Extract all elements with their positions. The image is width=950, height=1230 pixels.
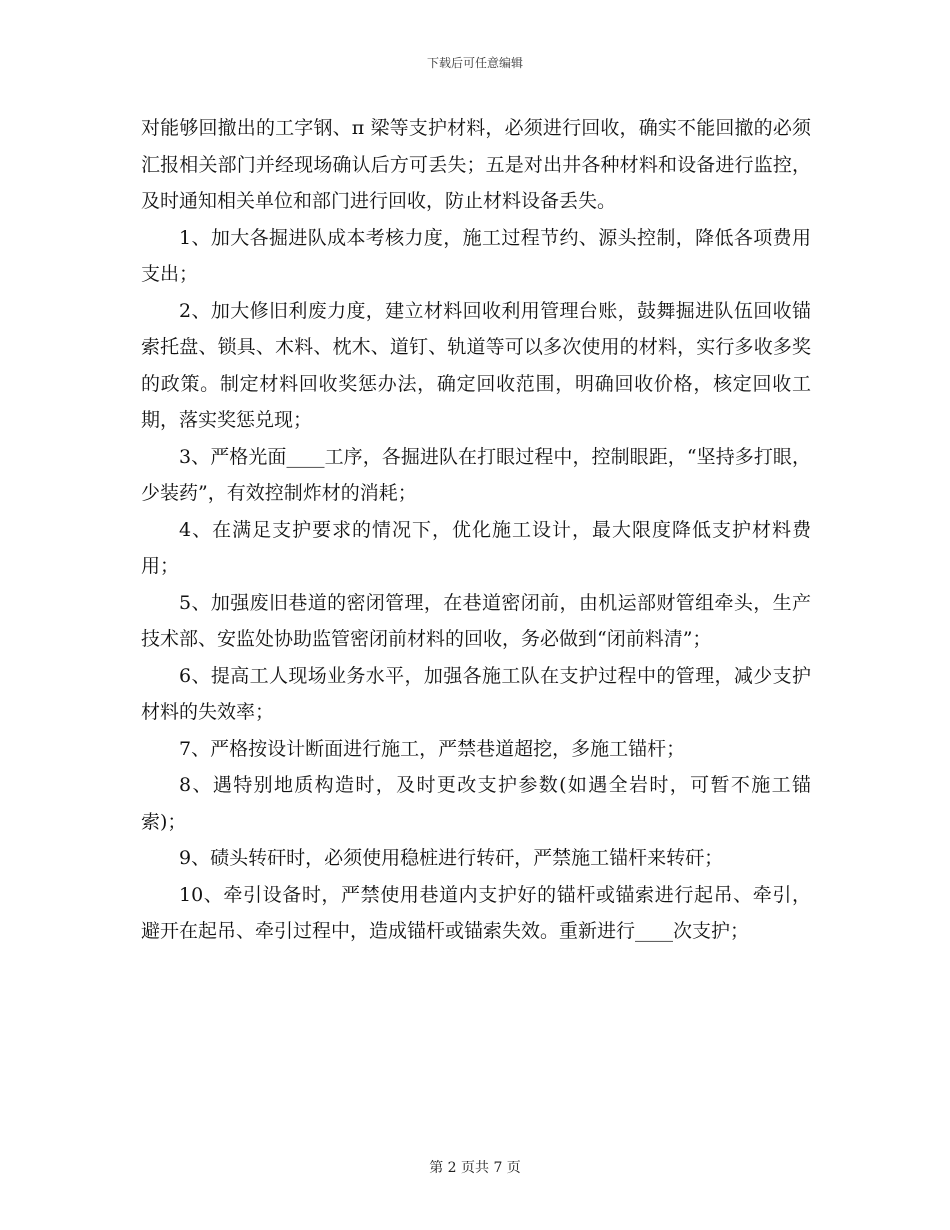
list-item-6: 6、提高工人现场业务水平，加强各施工队在支护过程中的管理，减少支护材料的失效率； (141, 664, 811, 723)
list-item-7: 7、严格按设计断面进行施工，严禁巷道超挖，多施工锚杆； (179, 737, 686, 760)
list-item-2: 2、加大修旧利废力度，建立材料回收利用管理台账，鼓舞掘进队伍回收锚索托盘、锁具、木料、枕木、道钉、轨道等可以多次使用的材料，实行多收多奖的政策。制定材料回收奖惩办法，确定回收范围，明确回收价格，核定回收工期，落实奖惩兑现； (141, 299, 811, 431)
page-header: 下载后可任意编辑 (426, 56, 523, 70)
document-body (141, 110, 811, 950)
list-item-9: 9、碛头转矸时，必须使用稳桩进行转矸，严禁施工锚杆来转矸； (179, 847, 724, 869)
list-item-8: 8、遇特别地质构造时，及时更改支护参数(如遇全岩时，可暂不施工锚索)； (141, 774, 811, 833)
page-footer: 第 2 页共 7 页 (429, 1160, 521, 1176)
paragraph-continuation: 对能够回撤出的工字钢、π 梁等支护材料，必须进行回收，确实不能回撤的必须汇报相关部门并经现场确认后方可丢失；五是对出井各种材料和设备进行监控，及时通知相关单位和部门进行回收，防止材料设备丢失。 (141, 117, 811, 212)
list-item-4: 4、在满足支护要求的情况下，优化施工设计，最大限度降低支护材料费用； (141, 518, 811, 577)
list-item-5: 5、加强废旧巷道的密闭管理，在巷道密闭前，由机运部财管组牵头，生产技术部、安监处协助监管密闭前材料的回收，务必做到“闭前料清”； (141, 591, 811, 650)
list-item-1: 1、加大各掘进队成本考核力度，施工过程节约、源头控制，降低各项费用支出； (141, 226, 811, 285)
list-item-3: 3、严格光面____工序，各掘进队在打眼过程中，控制眼距，“坚持多打眼，少装药”，有效控制炸材的消耗； (141, 445, 811, 504)
list-item-10: 10、牵引设备时，严禁使用巷道内支护好的锚杆或锚索进行起吊、牵引，避开在起吊、牵引过程中，造成锚杆或锚索失效。重新进行____次支护； (141, 883, 811, 942)
